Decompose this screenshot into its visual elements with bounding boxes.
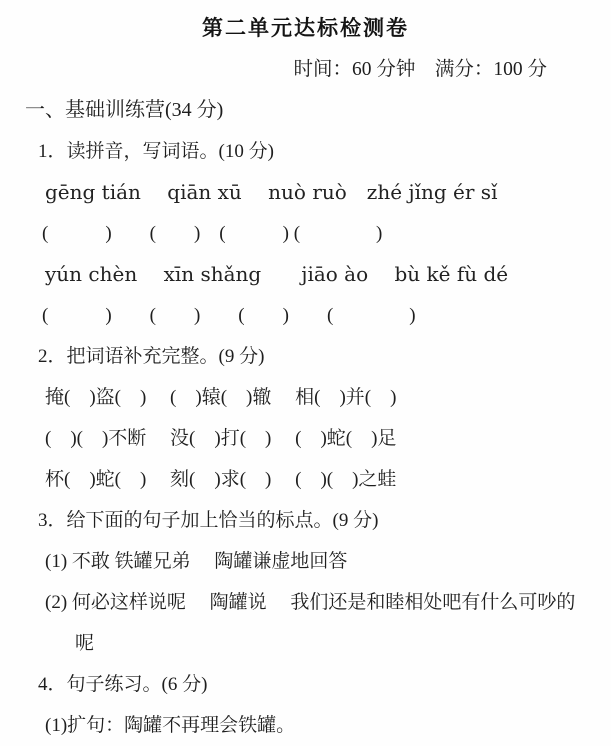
question-2-heading: 2．把词语补充完整。(9 分)	[38, 346, 265, 367]
section-1-heading: 一、基础训练营(34 分)	[25, 99, 224, 121]
question-4-heading: 4．句子练习。(6 分)	[38, 674, 208, 695]
page-title: 第二单元达标检测卷	[202, 16, 409, 40]
punctuation-sentence-2-line-2: 呢	[75, 633, 95, 654]
answer-blanks-row-2: ( ) ( ) ( ) ( )	[42, 305, 416, 326]
question-3-heading: 3．给下面的句子加上恰当的标点。(9 分)	[38, 510, 379, 531]
word-completion-row-2: ( )( )不断 没( )打( ) ( )蛇( )足	[45, 428, 397, 449]
punctuation-sentence-2-line-1: (2) 何必这样说呢 陶罐说 我们还是和睦相处吧有什么可吵的	[45, 592, 576, 613]
answer-blanks-row-1: ( ) ( ) ( ) ( )	[42, 223, 383, 244]
punctuation-sentence-1: (1) 不敢 铁罐兄弟 陶罐谦虚地回答	[45, 551, 348, 572]
sentence-practice-item-1: (1)扩句：陶罐不再理会铁罐。	[45, 715, 296, 736]
word-completion-row-3: 杯( )蛇( ) 刻( )求( ) ( )( )之蛙	[45, 469, 397, 490]
pinyin-row-2: yún chèn xīn shǎng jiāo ào bù kě fù dé	[45, 262, 509, 286]
question-1-heading: 1．读拼音，写词语。(10 分)	[38, 141, 274, 162]
exam-time-and-score-meta: 时间：60 分钟 满分：100 分	[293, 59, 547, 80]
word-completion-row-1: 掩( )盗( ) ( )辕( )辙 相( )并( )	[45, 387, 397, 408]
pinyin-row-1: gēng tián qiān xū nuò ruò zhé jǐng ér sǐ	[45, 180, 498, 204]
